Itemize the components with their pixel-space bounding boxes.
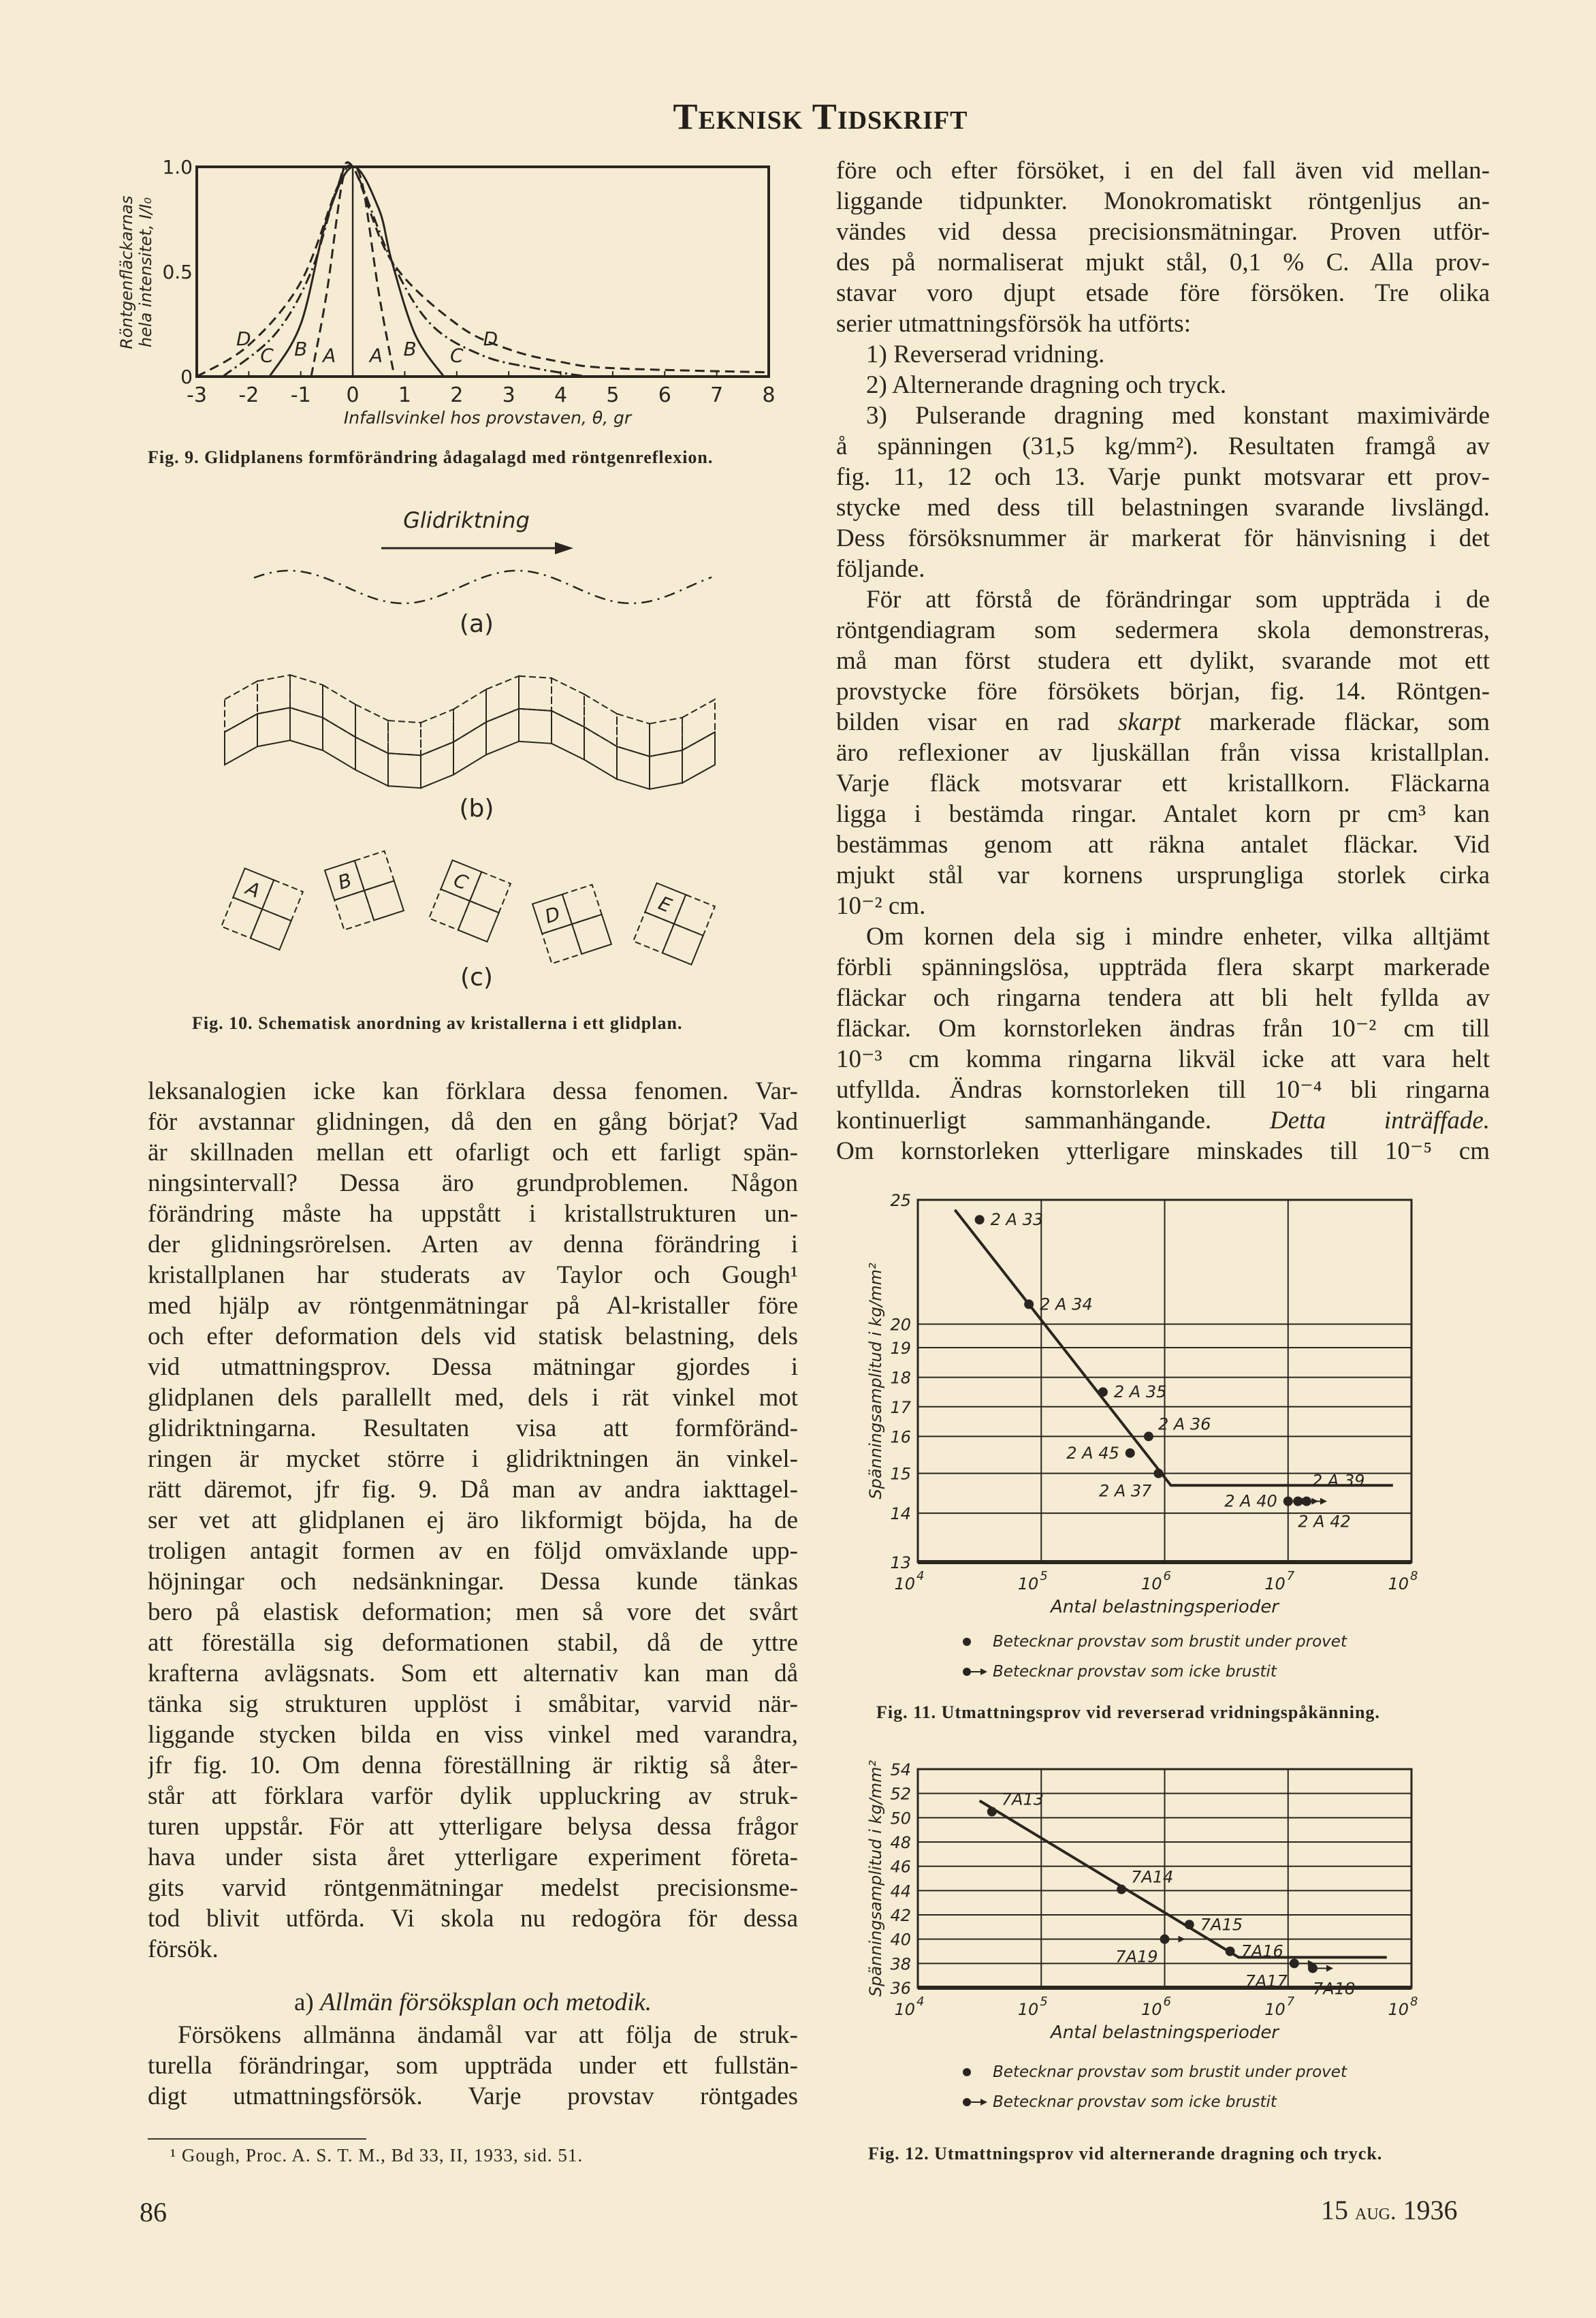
text-line: 10⁻² cm. xyxy=(836,892,926,920)
crystal-cell xyxy=(323,718,355,770)
text-line: med hjälp av röntgenmätningar på Al-kristaller före xyxy=(148,1292,798,1320)
text-line: gits varvid röntgenmätningar medelst precisionsme- xyxy=(148,1874,798,1902)
x-tick-label: 8 xyxy=(762,383,776,407)
text-line: fig. 11, 12 och 13. Varje punkt motsvarar ett prov- xyxy=(836,463,1490,491)
text-line: För att förstå de förändringar som uppträda i de xyxy=(866,586,1490,614)
text-line: står att förklara varför dylik uppluckring av struk- xyxy=(148,1782,798,1810)
italic-text: skarpt xyxy=(1117,708,1181,736)
crystal-cell xyxy=(617,714,650,757)
grain-cell xyxy=(334,891,374,930)
text-line: 1) Reverserad vridning. xyxy=(866,340,1105,368)
x-tick-label: -1 xyxy=(290,383,311,407)
date-day: 15 xyxy=(1321,2195,1355,2225)
grain-cell xyxy=(262,880,303,921)
y-tick-label: 19 xyxy=(890,1339,911,1359)
text-line: glidplanen dels parallellt med, dels i rät vinkel mot xyxy=(148,1384,798,1412)
text-line: äro reflexioner av ljuskällan från vissa kristallplan. xyxy=(836,739,1490,767)
curve-label: B xyxy=(294,338,308,361)
text-line: stavar voro djupt etsade före försöken. Tre olika xyxy=(836,279,1490,307)
footnote: ¹ Gough, Proc. A. S. T. M., Bd 33, II, 1933, sid. 51. xyxy=(170,2145,584,2165)
broken-specimen-point xyxy=(1024,1299,1034,1309)
curve-label: C xyxy=(260,344,274,367)
y-tick-label: 50 xyxy=(890,1809,911,1828)
text-line: ningsintervall? Dessa äro grundproblemen. Någon xyxy=(148,1169,798,1197)
panel-label: (c) xyxy=(460,964,493,991)
text-line: före och efter försöket, i en del fall även vid mellan- xyxy=(836,157,1490,185)
x-tick-exponent: 7 xyxy=(1286,1569,1295,1583)
section-heading-title: Allmän försöksplan och metodik. xyxy=(319,1988,652,2016)
grain-cell xyxy=(572,915,611,954)
grain-label: C xyxy=(450,868,471,895)
point-label: 2 A 42 xyxy=(1298,1512,1351,1531)
grain-label: E xyxy=(655,891,675,917)
text-line: 3) Pulserande dragning med konstant maximivärde xyxy=(866,402,1490,430)
y-tick-label: 13 xyxy=(890,1553,911,1572)
x-tick-base: 10 xyxy=(1017,2000,1039,2019)
crystal-cell xyxy=(486,709,519,755)
text-line: Dess försöksnummer är markerat för hänvisning i det xyxy=(836,524,1490,552)
broken-specimen-point xyxy=(1117,1885,1126,1894)
arrow-right-icon xyxy=(1179,1936,1185,1943)
text-segment: markerade fläckar, som xyxy=(1181,708,1490,736)
broken-specimen-point xyxy=(1153,1469,1163,1478)
y-tick-label: 54 xyxy=(890,1760,911,1779)
y-tick-label: 14 xyxy=(890,1504,911,1524)
broken-specimen-point xyxy=(1144,1431,1153,1441)
legend-text: Betecknar provstav som icke brustit xyxy=(993,1663,1277,1681)
text-line: Varje fläck motsvarar ett kristallkorn. Fläckarna xyxy=(836,769,1490,797)
crystal-cell xyxy=(552,711,584,760)
text-line: des på normaliserat mjukt stål, 0,1 % C. Alla prov- xyxy=(836,249,1490,276)
arrow-right-icon xyxy=(980,1668,987,1675)
grain-cell xyxy=(251,909,291,950)
text-line: liggande tidpunkter. Monokromatiskt röntgenljus an- xyxy=(836,187,1490,215)
point-label: 7A13 xyxy=(1001,1790,1044,1809)
x-tick-base: 10 xyxy=(894,2000,915,2019)
text-line: digt utmattningsförsök. Varje provstav röntgades xyxy=(148,2082,798,2110)
x-tick-label: -2 xyxy=(238,383,259,407)
y-tick-label: 36 xyxy=(890,1979,911,1998)
section-heading-prefix: a) xyxy=(293,1988,320,2016)
text-line: höjningar och nedsänkningar. Dessa kunde tänkas xyxy=(148,1568,798,1595)
crystal-cell xyxy=(584,727,617,780)
grain-cell xyxy=(562,885,602,924)
y-tick-label: 16 xyxy=(890,1427,911,1447)
crystal-cell xyxy=(519,709,552,744)
text-line: serier utmattningsförsök ha utförts: xyxy=(836,310,1191,338)
legend-text: Betecknar provstav som icke brustit xyxy=(993,2093,1277,2111)
curve-label: B xyxy=(403,338,417,361)
crystal-cell xyxy=(323,685,355,737)
point-label: 2 A 37 xyxy=(1098,1481,1152,1501)
broken-specimen-point xyxy=(975,1215,985,1224)
text-line: må man först studera ett dylikt, svarande mot ett xyxy=(836,647,1490,675)
x-tick-exponent: 8 xyxy=(1410,1995,1418,2009)
x-tick-exponent: 5 xyxy=(1040,1995,1048,2009)
text-line: ligga i bestämda ringar. Antalet korn pr cm³ kan xyxy=(836,800,1490,828)
fig10-caption: Fig. 10. Schematisk anordning av kristallerna i ett glidplan. xyxy=(192,1013,683,1033)
x-tick-label: 4 xyxy=(554,383,568,407)
date-month: aug. xyxy=(1355,2200,1396,2225)
broken-specimen-point xyxy=(1098,1387,1108,1397)
x-axis-label: Antal belastningsperioder xyxy=(1050,1597,1279,1617)
fig10-diagram xyxy=(221,507,715,991)
text-line: rätt däremot, jfr fig. 9. Då man av andra iakttagel- xyxy=(148,1476,798,1504)
text-line: jfr fig. 10. Om denna föreställning är riktig så åter- xyxy=(148,1751,798,1779)
journal-title: Teknisk Tidskrift xyxy=(673,96,968,137)
point-label: 2 A 40 xyxy=(1224,1491,1277,1511)
text-line: tänka sig strukturen upplöst i småbitar, varvid när- xyxy=(148,1690,798,1718)
left-column-text xyxy=(148,1076,798,1965)
text-line: förbli spänningslösa, uppträda flera skarpt markerade xyxy=(836,953,1490,981)
y-tick-label: 0 xyxy=(180,366,193,388)
text-line: mjukt stål var kornens ursprungliga storlek cirka xyxy=(836,861,1490,889)
text-line: Om kornen dela sig i mindre enheter, vilka alltjämt xyxy=(866,923,1490,951)
fig11-caption: Fig. 11. Utmattningsprov vid reverserad vridningspåkänning. xyxy=(876,1702,1380,1722)
text-line: Om kornstorleken ytterligare minskades till 10⁻⁵ cm xyxy=(836,1137,1490,1165)
footnote-rule xyxy=(148,2138,366,2140)
text-line: är skillnaden mellan ett ofarligt och ett farligt spän- xyxy=(148,1139,798,1166)
text-line: troligen antagit formen av en följd omväxlande upp- xyxy=(148,1537,798,1565)
fig11-chart xyxy=(866,1191,1418,1681)
x-tick-base: 10 xyxy=(1264,1574,1286,1593)
curve-label: C xyxy=(450,344,464,367)
x-tick-exponent: 8 xyxy=(1410,1569,1418,1583)
x-tick-base: 10 xyxy=(1388,2000,1409,2019)
text-line: att föreställa sig deformationen stabil, då de yttre xyxy=(148,1629,798,1657)
text-line: fläckar. Om kornstorleken ändras från 10⁻² cm till xyxy=(836,1015,1490,1043)
x-tick-base: 10 xyxy=(1017,1574,1039,1593)
legend-marker xyxy=(963,2068,971,2076)
grain-cell xyxy=(542,924,581,964)
x-tick-exponent: 5 xyxy=(1040,1569,1048,1583)
legend-text: Betecknar provstav som brustit under provet xyxy=(993,2063,1347,2081)
crystal-cell xyxy=(650,750,682,789)
crystal-cell xyxy=(225,681,257,732)
slip-plane-wave xyxy=(254,571,712,603)
point-label: 2 A 33 xyxy=(990,1210,1044,1230)
right-column-text xyxy=(836,155,1490,1166)
text-line xyxy=(836,1105,1490,1136)
arrow-right-icon xyxy=(1311,1498,1318,1505)
fig12-caption: Fig. 12. Utmattningsprov vid alternerande dragning och tryck. xyxy=(868,2144,1383,2163)
curve-label: D xyxy=(483,327,498,350)
crystal-cell xyxy=(682,699,715,750)
y-tick-label: 1.0 xyxy=(162,156,193,178)
grain-cell xyxy=(364,880,404,920)
text-segment: kontinuerligt sammanhängande. xyxy=(836,1107,1270,1134)
text-line: der glidningsrörelsen. Arten av denna förändring i xyxy=(148,1231,798,1258)
x-tick-base: 10 xyxy=(1388,1574,1409,1593)
crystal-cell xyxy=(225,714,257,765)
x-axis-label: Antal belastningsperioder xyxy=(1050,2022,1279,2043)
y-tick-label: 48 xyxy=(890,1833,911,1852)
broken-specimen-point xyxy=(1126,1448,1135,1458)
x-tick-label: 5 xyxy=(606,383,620,407)
point-label: 7A16 xyxy=(1241,1941,1283,1961)
crystal-grain xyxy=(325,851,404,930)
curve-label: D xyxy=(236,327,251,350)
grain-cell xyxy=(470,872,511,912)
crystal-cell xyxy=(388,720,421,755)
y-tick-label: 25 xyxy=(890,1191,911,1210)
grain-label: D xyxy=(542,902,563,928)
point-label: 7A19 xyxy=(1115,1947,1158,1967)
crystal-cell xyxy=(290,675,323,718)
curve-label: A xyxy=(369,344,383,367)
y-tick-label: 20 xyxy=(890,1315,911,1335)
text-line: å spänningen (31,5 kg/mm²). Resultaten framgå av xyxy=(836,432,1490,460)
y-axis-label: Spänningsamplitud i kg/mm² xyxy=(866,1263,885,1499)
arrow-right-icon xyxy=(980,2099,987,2106)
legend-text: Betecknar provstav som brustit under provet xyxy=(993,1633,1347,1651)
point-label: 2 A 34 xyxy=(1040,1295,1093,1314)
legend-marker xyxy=(963,1638,971,1646)
x-tick-exponent: 6 xyxy=(1163,1995,1171,2009)
crystal-cell xyxy=(388,753,421,788)
x-tick-label: 1 xyxy=(398,383,412,407)
crystal-cell xyxy=(421,742,453,789)
text-line: vändes vid dessa precisionsmätningar. Proven utför- xyxy=(836,218,1490,246)
grain-cell xyxy=(429,889,470,930)
crystal-cell xyxy=(682,732,715,783)
y-tick-label: 15 xyxy=(890,1464,911,1484)
text-line: för avstannar glidningen, då den en gång börjat? Vad xyxy=(148,1108,798,1136)
x-tick-exponent: 7 xyxy=(1286,1995,1295,2009)
text-line: vid utmattningsprov. Dessa mätningar gjordes i xyxy=(148,1353,798,1381)
text-line xyxy=(836,707,1490,737)
text-line: utfyllda. Ändras kornstorleken till 10⁻⁴ bli ringarna xyxy=(836,1076,1490,1104)
panel-label: (a) xyxy=(459,610,494,638)
text-line: följande. xyxy=(836,555,925,583)
broken-specimen-point xyxy=(1226,1947,1235,1956)
italic-text: Detta inträffade. xyxy=(1269,1107,1490,1134)
crystal-cell xyxy=(290,708,323,750)
grain-cell xyxy=(663,924,703,965)
crystal-cell xyxy=(617,746,650,789)
x-tick-base: 10 xyxy=(1140,2000,1162,2019)
x-tick-base: 10 xyxy=(1140,1574,1162,1593)
y-tick-label: 52 xyxy=(890,1784,911,1804)
y-tick-label: 42 xyxy=(890,1906,911,1925)
text-line: och efter deformation dels vid statisk belastning, dels xyxy=(148,1322,798,1350)
text-line: provstycke före försökets början, fig. 14. Röntgen- xyxy=(836,678,1490,705)
x-tick-label: 6 xyxy=(658,383,671,407)
point-label: 2 A 36 xyxy=(1158,1414,1211,1434)
grain-label: A xyxy=(242,876,264,903)
x-tick-exponent: 6 xyxy=(1163,1569,1171,1583)
crystal-grain xyxy=(532,885,611,964)
text-line: förändring måste ha uppstått i kristallstrukturen un- xyxy=(148,1200,798,1228)
fig9-chart xyxy=(117,156,776,428)
slip-direction-label: Glidriktning xyxy=(403,507,530,533)
y-tick-label: 44 xyxy=(890,1882,911,1901)
section-heading xyxy=(148,1987,798,2018)
point-label: 7A18 xyxy=(1313,1979,1356,1999)
y-tick-label: 40 xyxy=(890,1930,911,1950)
x-tick-exponent: 4 xyxy=(916,1569,925,1583)
crystal-cell xyxy=(584,695,617,747)
y-tick-label: 0.5 xyxy=(162,261,193,283)
text-line: tod blivit utförda. Vi skola nu redogöra för dessa xyxy=(148,1905,798,1933)
crystal-cell xyxy=(519,676,552,711)
text-line: turen uppstår. För att ytterligare belysa dessa frågor xyxy=(148,1813,798,1841)
grain-cell xyxy=(355,851,394,891)
text-line: röntgendiagram som sedermera skola demonstreras, xyxy=(836,616,1490,644)
x-tick-label: 0 xyxy=(346,383,360,407)
left-column-text-continued xyxy=(148,2020,798,2112)
text-line: hava under sista året ytterligare experiment företa- xyxy=(148,1843,798,1871)
text-line: bero på elastisk deformation; men så vore det svårt xyxy=(148,1598,798,1626)
x-tick-base: 10 xyxy=(894,1574,915,1593)
point-label: 2 A 35 xyxy=(1113,1382,1167,1402)
text-line: Försökens allmänna ändamål var att följa de struk- xyxy=(178,2021,798,2049)
x-axis-label: Infallsvinkel hos provstaven, θ, gr xyxy=(343,408,632,428)
x-tick-label: 3 xyxy=(502,383,515,407)
grain-label: B xyxy=(335,868,355,895)
point-label: 2 A 39 xyxy=(1311,1471,1365,1491)
text-line: turella förändringar, som uppträda under ett fullstän- xyxy=(148,2052,798,2080)
text-line: kristallplanen har studerats av Taylor och Gough¹ xyxy=(148,1261,798,1289)
text-segment: bilden visar en rad xyxy=(836,708,1118,736)
y-axis-label: Röntgenfläckarnas xyxy=(117,195,136,349)
text-line: försök. xyxy=(148,1935,219,1963)
broken-specimen-point xyxy=(1185,1920,1194,1929)
crystal-grain xyxy=(429,860,511,942)
grain-cell xyxy=(674,895,715,936)
point-label: 7A17 xyxy=(1245,1971,1288,1991)
point-label: 7A14 xyxy=(1131,1867,1174,1887)
y-tick-label: 18 xyxy=(890,1368,911,1388)
crystal-cell xyxy=(257,708,290,746)
issue-date xyxy=(1321,2194,1458,2226)
crystal-grain xyxy=(221,868,303,950)
text-line: ser vet att glidplanen ej äro likformigt böjda, ha de xyxy=(148,1506,798,1534)
arrowhead-icon xyxy=(555,542,573,554)
broken-specimen-point xyxy=(987,1807,997,1816)
crystal-grain xyxy=(633,883,715,965)
text-line: bestämmas genom att räkna antalet fläckar. Vid xyxy=(836,831,1490,859)
text-line: fläckar och ringarna tendera att bli helt fyllda av xyxy=(836,984,1490,1012)
arrow-right-icon xyxy=(1326,1965,1333,1971)
text-line: krafterna avlägsnats. Som ett alternativ kan man då xyxy=(148,1660,798,1687)
text-line: glidriktningarna. Resultaten visa att formföränd- xyxy=(148,1414,798,1442)
grain-cell xyxy=(633,912,674,953)
date-year: 1936 xyxy=(1396,2195,1458,2225)
x-tick-base: 10 xyxy=(1264,2000,1286,2019)
fig12-chart xyxy=(866,1760,1418,2111)
curve-label: A xyxy=(323,344,336,367)
text-line: stycke med dess till belastningen svarande livslängd. xyxy=(836,494,1490,522)
point-label: 7A15 xyxy=(1200,1915,1243,1935)
y-axis-label: hela intensitet, I/I₀ xyxy=(136,197,155,348)
x-tick-label: 7 xyxy=(710,383,724,407)
x-tick-exponent: 4 xyxy=(916,1995,925,2009)
crystal-cell xyxy=(453,722,486,774)
crystal-cell xyxy=(453,689,486,742)
grain-cell xyxy=(458,901,499,942)
x-tick-label: 2 xyxy=(450,383,464,407)
y-tick-label: 17 xyxy=(890,1397,911,1417)
y-axis-label: Spänningsamplitud i kg/mm² xyxy=(866,1760,885,1997)
crystal-cell xyxy=(355,737,388,786)
arrow-right-icon xyxy=(1320,1498,1327,1505)
fig9-caption: Fig. 9. Glidplanens formförändring ådagalagd med röntgenreflexion. xyxy=(148,447,714,467)
text-line: liggande stycken bilda en viss vinkel med varandra, xyxy=(148,1721,798,1749)
text-line: 2) Alternerande dragning och tryck. xyxy=(866,371,1227,399)
point-label: 2 A 45 xyxy=(1066,1443,1119,1463)
text-line: ringen är mycket större i glidriktningen än vinkel- xyxy=(148,1445,798,1473)
grain-cell xyxy=(221,898,262,938)
y-tick-label: 38 xyxy=(890,1954,911,1974)
x-tick-label: -3 xyxy=(187,383,207,407)
text-line: leksanalogien icke kan förklara dessa fenomen. Var- xyxy=(148,1077,798,1105)
y-tick-label: 46 xyxy=(890,1857,911,1877)
panel-label: (b) xyxy=(459,795,494,823)
text-line: 10⁻³ cm komma ringarna likväl icke att vara helt xyxy=(836,1045,1490,1073)
page-number: 86 xyxy=(140,2197,167,2227)
